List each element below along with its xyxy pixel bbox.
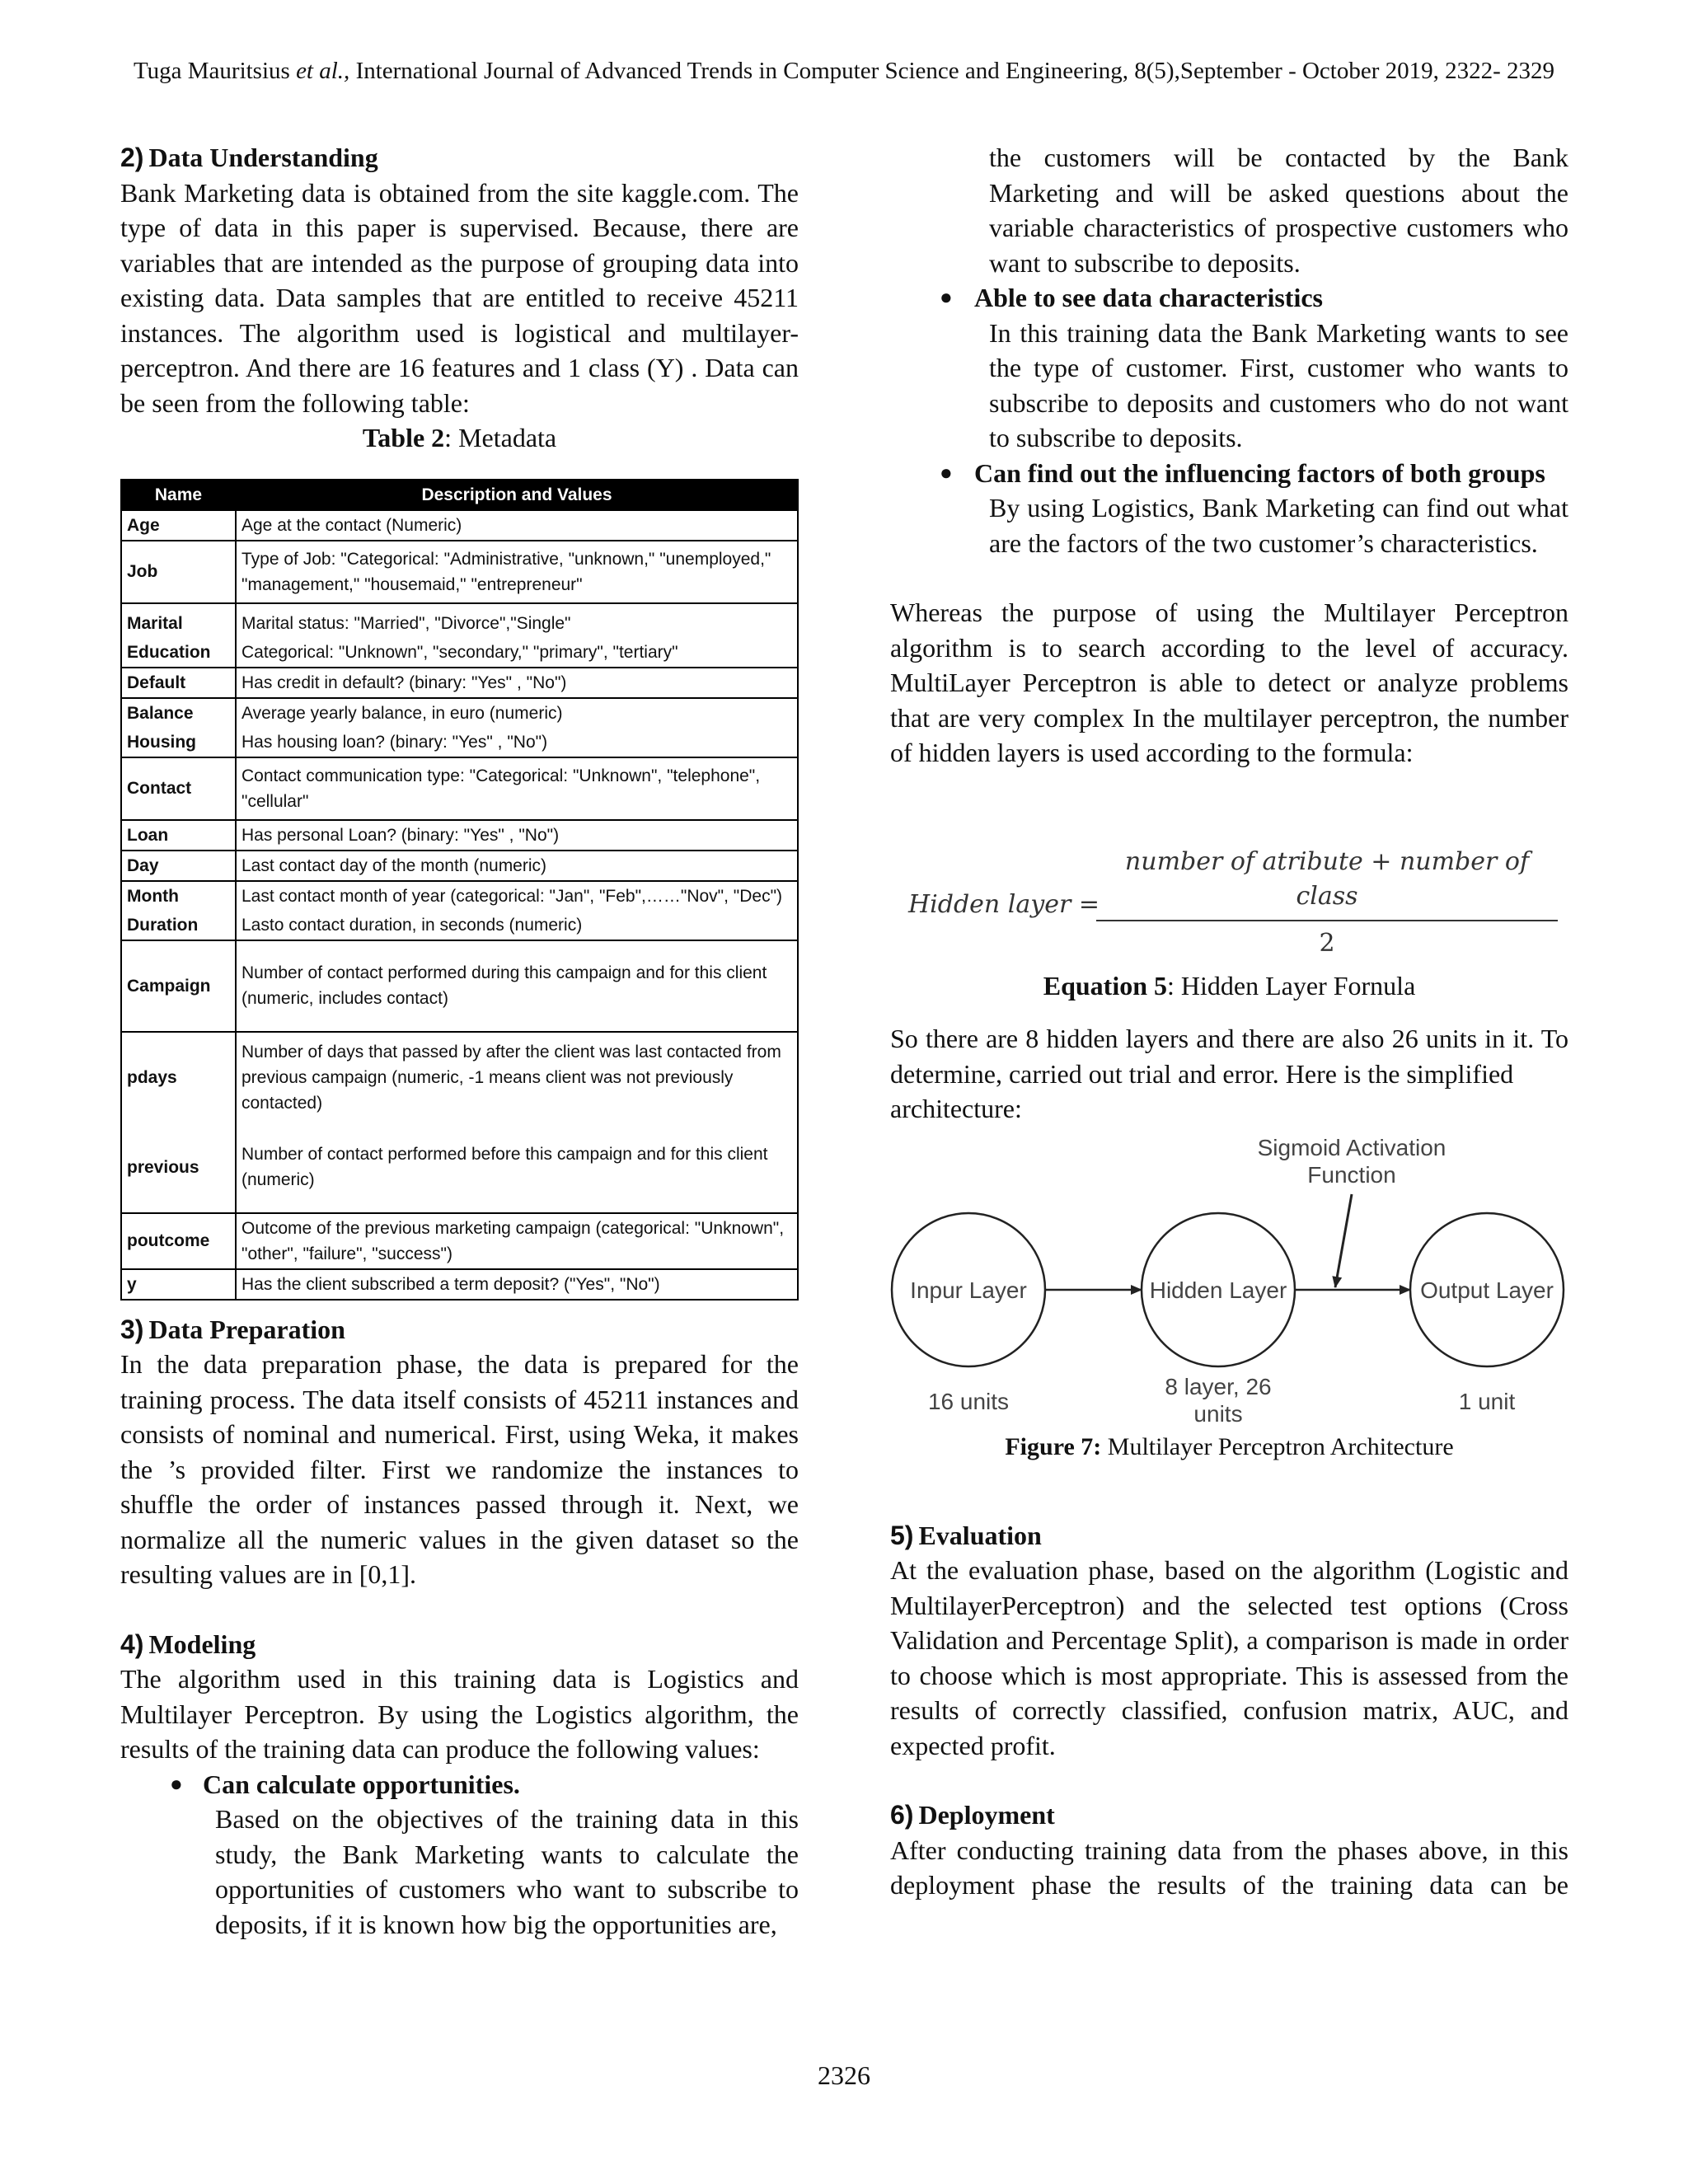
right-column (890, 140, 1568, 1903)
section-2-heading: 2) Data Understanding (120, 143, 378, 172)
table-row: Marital Marital status: "Married", "Divorce","Single" (121, 603, 798, 638)
hidden-layers-paragraph-end: architecture: (890, 1094, 1022, 1123)
equation-caption: Equation 5: Hidden Layer Fornula (1043, 970, 1416, 1001)
section-6-paragraph: After conducting training data from the phases above, in this deployment phase the results of the training data can be (890, 1835, 1568, 1900)
header-author: Tuga Mauritsius (133, 58, 297, 84)
list-item: ● Able to see data characteristics In this training data the Bank Marketing wants to see the type of customer. First, customer who wants to subscribe to deposits and customers who do not want to subscribe to deposits. (890, 280, 1568, 456)
hidden-layer-label: Hidden Layer (1149, 1277, 1287, 1303)
sigmoid-arrow (1335, 1194, 1352, 1287)
table-header-description: Description and Values (236, 480, 798, 510)
input-units-label: 16 units (927, 1388, 1010, 1414)
table-row: Default Has credit in default? (binary: "Yes" , "No") (121, 668, 798, 698)
equation-denominator: 2 (1319, 928, 1335, 958)
table-row: Campaign Number of contact performed during this campaign and for this client (numeric, includes contact) (121, 940, 798, 1032)
table-row: Loan Has personal Loan? (binary: "Yes" , "No") (121, 820, 798, 851)
hidden-layer-equation (890, 845, 1568, 968)
running-header (0, 58, 1688, 85)
hidden-units-label-line2: units (1193, 1400, 1243, 1427)
output-units-label: 1 unit (1458, 1388, 1516, 1414)
metadata-table (120, 479, 799, 1301)
bullet-icon: ● (940, 460, 953, 485)
header-etal: et al., (296, 58, 350, 84)
table-row: pdays Number of days that passed by after the client was last contacted from previous campaign (numeric, -1 means client was not previously contacted) (121, 1032, 798, 1122)
section-4-heading: 4) Modeling (120, 1629, 256, 1659)
table-caption: Table 2: Metadata (362, 423, 557, 452)
table-row: Job Type of Job: "Categorical: "Administrative, "unknown," "unemployed," "management," "housemaid," "entrepreneur" (121, 541, 798, 603)
section-4-paragraph: The algorithm used in this training data is Logistics and Multilayer Perceptron. By using the Logistics algorithm, the results of the training data can produce the following values: (120, 1664, 799, 1764)
sigmoid-label-line2: Function (1307, 1161, 1396, 1188)
table-row: poutcome Outcome of the previous marketing campaign (categorical: "Unknown", "other", "failure", "success") (121, 1213, 798, 1269)
bullet-icon: ● (940, 285, 953, 309)
table-row: Education Categorical: "Unknown", "secondary," "primary", "tertiary" (121, 638, 798, 668)
section-5-heading: 5) Evaluation (890, 1520, 1042, 1550)
mlp-diagram (890, 1127, 1568, 1456)
hidden-layers-paragraph: So there are 8 hidden layers and there are also 26 units in it. To determine, carried out trial and error. Here is the simplified (890, 1024, 1568, 1089)
page-number: 2326 (818, 2060, 870, 2090)
figure-caption: Figure 7: Multilayer Perceptron Architecture (1005, 1432, 1454, 1460)
section-3-paragraph: In the data preparation phase, the data is prepared for the training process. The data itself consists of 45211 instances and consists of nominal and numerical. First, using Weka, it makes the ’s provided filter. First we randomize the instances to shuffle the order of instances passed through it. Next, we normalize all the numeric values in the given dataset so the resulting values are in [0,1]. (120, 1349, 799, 1589)
output-layer-label: Output Layer (1420, 1277, 1554, 1303)
section-5-paragraph: At the evaluation phase, based on the algorithm (Logistic and MultilayerPerceptron) and the selected test options (Cross Validation and Percentage Split), a comparison is made in order to choose which is most appropriate. This is assessed from the results of correctly classified, confusion matrix, AUC, and expected profit. (890, 1555, 1568, 1760)
list-item: the customers will be contacted by the Bank Marketing and will be asked questions about the variable characteristics of prospective customers who want to subscribe to deposits. (989, 143, 1568, 278)
sigmoid-label-line1: Sigmoid Activation (1257, 1134, 1447, 1160)
modeling-bullets-continued (890, 140, 1568, 560)
section-6-heading: 6) Deployment (890, 1800, 1055, 1830)
table-row: Duration Lasto contact duration, in seconds (numeric) (121, 911, 798, 940)
table-row: Day Last contact day of the month (numeric) (121, 851, 798, 881)
modeling-bullets (120, 1767, 799, 1943)
header-citation: International Journal of Advanced Trends in Computer Science and Engineering, 8(5),September - October 2019, 2322- 2329 (349, 58, 1555, 84)
hidden-units-label-line1: 8 layer, 26 (1165, 1373, 1272, 1399)
table-header-name: Name (121, 480, 236, 510)
table-row: Housing Has housing loan? (binary: "Yes" , "No") (121, 728, 798, 757)
equation-numerator: number of atribute + number of class (1096, 845, 1558, 921)
equation-fraction (1096, 845, 1558, 962)
section-3-heading: 3) Data Preparation (120, 1314, 345, 1344)
list-item: ● Can calculate opportunities. Based on the objectives of the training data in this study, the Bank Marketing wants to calculate the opportunities of customers who want to subscribe to deposits, if it is known how big the opportunities are, (120, 1767, 799, 1943)
table-row: Age Age at the contact (Numeric) (121, 510, 798, 541)
mlp-paragraph: Whereas the purpose of using the Multilayer Perceptron algorithm is to search according to the level of accuracy. MultiLayer Perceptron is able to detect or analyze problems that are very complex In the multilayer perceptron, the number of hidden layers is used according to the formula: (890, 598, 1568, 767)
mlp-architecture-figure (890, 1127, 1568, 1481)
equation-lhs: Hidden layer = (908, 889, 1100, 919)
table-row: y Has the client subscribed a term deposit? ("Yes", "No") (121, 1269, 798, 1300)
table-row: Balance Average yearly balance, in euro (numeric) (121, 698, 798, 728)
bullet-icon: ● (170, 1771, 183, 1796)
table-header-row (121, 480, 798, 510)
section-2-paragraph: Bank Marketing data is obtained from the site kaggle.com. The type of data in this paper is supervised. Because, there are variables that are intended as the purpose of grouping data into existing data. Data samples that are entitled to receive 45211 instances. The algorithm used is logistical and multilayer-perceptron. And there are 16 features and 1 class (Y) . Data can be seen from the following table: (120, 177, 799, 418)
left-column (120, 140, 799, 1942)
list-item: ● Can find out the influencing factors of both groups By using Logistics, Bank Marketing can find out what are the factors of the two customer’s characteristics. (890, 456, 1568, 561)
input-layer-label: Inpur Layer (910, 1277, 1027, 1303)
table-row: Contact Contact communication type: "Categorical: "Unknown", "telephone", "cellular" (121, 757, 798, 820)
table-row: Month Last contact month of year (categorical: "Jan", "Feb",……"Nov", "Dec") (121, 881, 798, 911)
table-row: previous Number of contact performed before this campaign and for this client (numeric) (121, 1122, 798, 1213)
